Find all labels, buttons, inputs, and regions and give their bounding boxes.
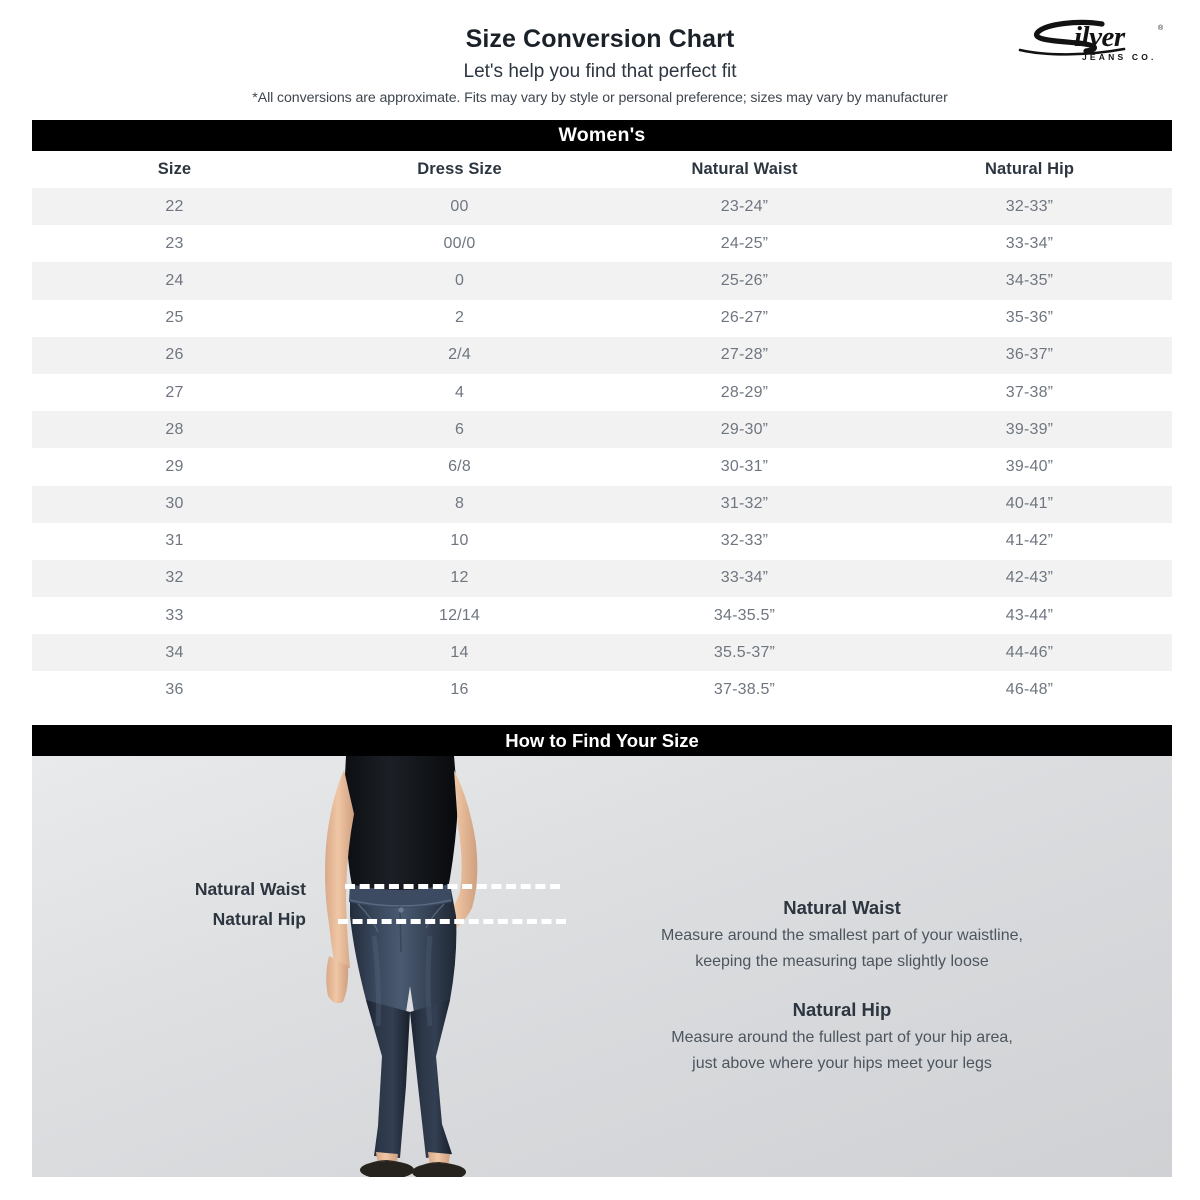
instruction-title-hip: Natural Hip [792, 999, 892, 1021]
cell-dress-size: 8 [317, 486, 602, 523]
cell-size: 26 [32, 337, 317, 374]
instruction-waist-line1: Measure around the smallest part of your waistline, [661, 926, 1023, 944]
table-row [32, 560, 1172, 597]
measurement-instructions [577, 896, 1107, 1074]
cell-natural-hip: 35-36” [887, 300, 1172, 337]
cell-natural-hip: 43-44” [887, 597, 1172, 634]
table-row [32, 300, 1172, 337]
cell-natural-waist: 27-28” [602, 337, 887, 374]
cell-natural-hip: 41-42” [887, 523, 1172, 560]
column-header-dress-size: Dress Size [317, 151, 602, 188]
label-natural-waist: Natural Waist [194, 879, 306, 899]
hip-measurement-line [338, 919, 566, 924]
cell-size: 30 [32, 486, 317, 523]
cell-natural-hip: 39-40” [887, 448, 1172, 485]
how-to-find-size-section [32, 725, 1172, 1177]
howto-body [32, 756, 1172, 1177]
column-header-natural-waist: Natural Waist [602, 151, 887, 188]
table-head [32, 151, 1172, 188]
cell-natural-waist: 24-25” [602, 225, 887, 262]
size-conversion-table [32, 151, 1172, 709]
cell-natural-waist: 29-30” [602, 411, 887, 448]
page-subtitle: Let's help you find that perfect fit [463, 61, 737, 83]
svg-text:JEANS CO.: JEANS CO. [1082, 52, 1157, 62]
table-row [32, 188, 1172, 225]
cell-dress-size: 00/0 [317, 225, 602, 262]
cell-size: 23 [32, 225, 317, 262]
table-row [32, 448, 1172, 485]
cell-natural-waist: 34-35.5” [602, 597, 887, 634]
table-row [32, 374, 1172, 411]
cell-size: 25 [32, 300, 317, 337]
cell-dress-size: 10 [317, 523, 602, 560]
measurement-labels [120, 874, 306, 934]
cell-dress-size: 2/4 [317, 337, 602, 374]
instruction-hip-line2: just above where your hips meet your legs [692, 1054, 992, 1072]
cell-natural-hip: 46-48” [887, 671, 1172, 708]
cell-dress-size: 12 [317, 560, 602, 597]
cell-dress-size: 14 [317, 634, 602, 671]
cell-natural-waist: 35.5-37” [602, 634, 887, 671]
column-header-size: Size [32, 151, 317, 188]
cell-dress-size: 16 [317, 671, 602, 708]
cell-natural-hip: 44-46” [887, 634, 1172, 671]
table-row [32, 597, 1172, 634]
model-photo [250, 756, 580, 1177]
table-body [32, 188, 1172, 709]
cell-dress-size: 0 [317, 262, 602, 299]
cell-natural-waist: 23-24” [602, 188, 887, 225]
cell-natural-waist: 31-32” [602, 486, 887, 523]
column-header-natural-hip: Natural Hip [887, 151, 1172, 188]
cell-dress-size: 6 [317, 411, 602, 448]
cell-size: 27 [32, 374, 317, 411]
cell-natural-hip: 36-37” [887, 337, 1172, 374]
cell-natural-hip: 32-33” [887, 188, 1172, 225]
instruction-title-waist: Natural Waist [783, 897, 901, 918]
disclaimer-text: *All conversions are approximate. Fits may vary by style or personal preference; sizes may vary by manufacturer [252, 90, 948, 106]
cell-size: 29 [32, 448, 317, 485]
instruction-hip-line1: Measure around the fullest part of your hip area, [671, 1029, 1013, 1047]
cell-natural-waist: 30-31” [602, 448, 887, 485]
cell-size: 32 [32, 560, 317, 597]
svg-text:ilver: ilver [1074, 21, 1125, 53]
cell-natural-hip: 34-35” [887, 262, 1172, 299]
silver-jeans-logo [1016, 16, 1178, 64]
womens-section-header: Women's [32, 120, 1172, 151]
howto-section-header: How to Find Your Size [32, 725, 1172, 756]
table-row [32, 671, 1172, 708]
cell-size: 34 [32, 634, 317, 671]
cell-natural-hip: 37-38” [887, 374, 1172, 411]
table-row [32, 225, 1172, 262]
cell-dress-size: 2 [317, 300, 602, 337]
page-title: Size Conversion Chart [465, 25, 735, 53]
table-row [32, 262, 1172, 299]
table-row [32, 486, 1172, 523]
cell-natural-hip: 42-43” [887, 560, 1172, 597]
cell-natural-hip: 40-41” [887, 486, 1172, 523]
cell-natural-waist: 28-29” [602, 374, 887, 411]
cell-size: 31 [32, 523, 317, 560]
cell-size: 28 [32, 411, 317, 448]
cell-natural-hip: 33-34” [887, 225, 1172, 262]
table-row [32, 337, 1172, 374]
cell-natural-waist: 37-38.5” [602, 671, 887, 708]
cell-natural-hip: 39-39” [887, 411, 1172, 448]
cell-natural-waist: 33-34” [602, 560, 887, 597]
instruction-spacer [577, 972, 1107, 998]
label-natural-hip: Natural Hip [212, 909, 306, 929]
cell-dress-size: 4 [317, 374, 602, 411]
table-row [32, 411, 1172, 448]
cell-size: 33 [32, 597, 317, 634]
cell-natural-waist: 26-27” [602, 300, 887, 337]
waist-measurement-line [345, 884, 560, 889]
cell-dress-size: 6/8 [317, 448, 602, 485]
cell-size: 24 [32, 262, 317, 299]
cell-size: 22 [32, 188, 317, 225]
cell-natural-waist: 32-33” [602, 523, 887, 560]
instruction-waist-line2: keeping the measuring tape slightly loose [695, 952, 989, 970]
cell-dress-size: 00 [317, 188, 602, 225]
table-header-row [32, 151, 1172, 188]
page-header [0, 0, 1200, 118]
cell-natural-waist: 25-26” [602, 262, 887, 299]
size-table-container [32, 120, 1172, 709]
table-row [32, 634, 1172, 671]
cell-size: 36 [32, 671, 317, 708]
svg-text:®: ® [1158, 25, 1164, 32]
table-row [32, 523, 1172, 560]
cell-dress-size: 12/14 [317, 597, 602, 634]
